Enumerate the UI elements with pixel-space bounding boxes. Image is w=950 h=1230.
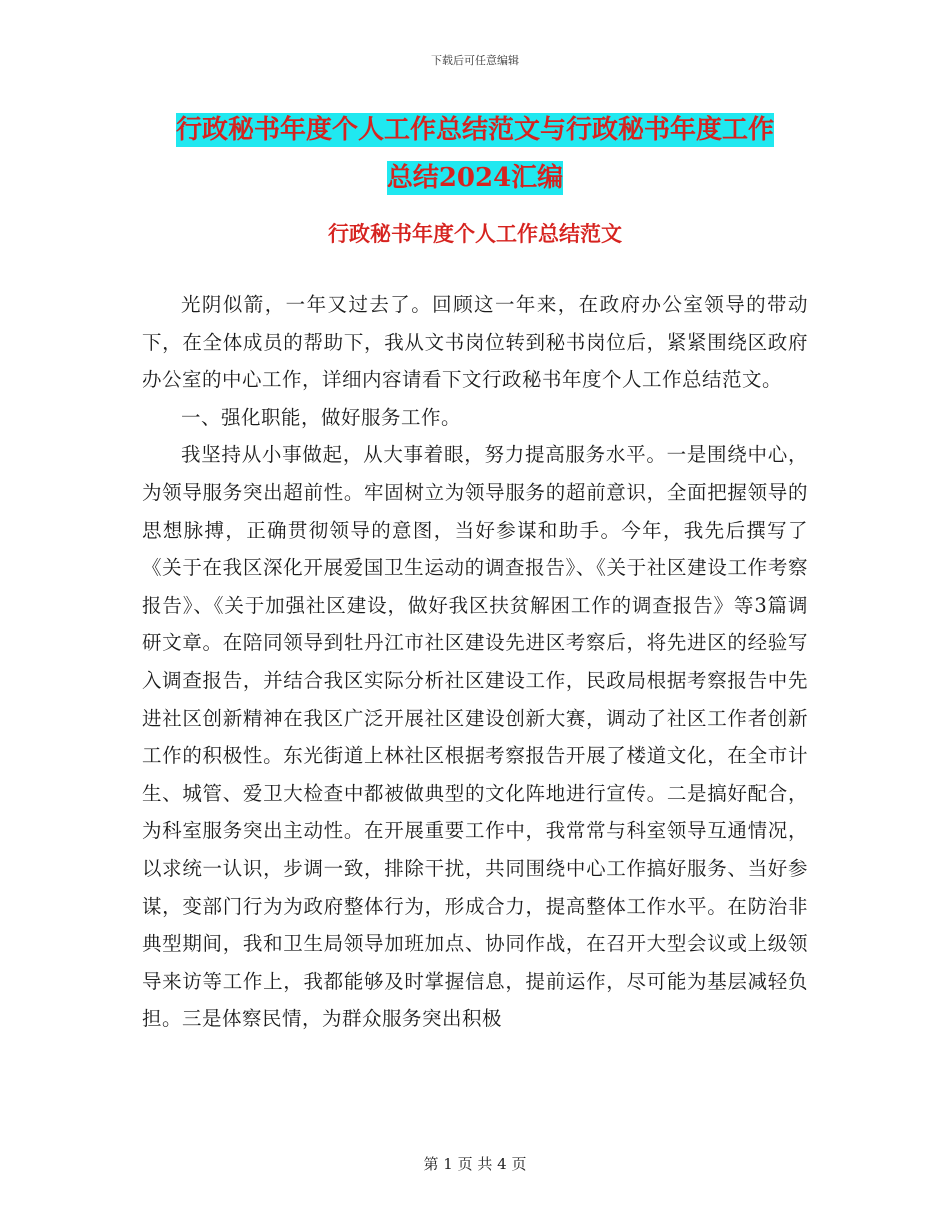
header-note: 下载后可任意编辑 xyxy=(431,54,519,67)
section-title: 行政秘书年度个人工作总结范文 xyxy=(328,221,622,246)
document-title-line-1: 行政秘书年度个人工作总结范文与行政秘书年度工作 xyxy=(175,115,774,145)
document-title xyxy=(150,106,800,202)
paragraph-heading-1: 一、强化职能，做好服务工作。 xyxy=(181,405,462,429)
paragraph-intro: 光阴似箭，一年又过去了。回顾这一年来，在政府办公室领导的带动下，在全体成员的帮助下，我从文书岗位转到秘书岗位后，紧紧围绕区政府办公室的中心工作，详细内容请看下文行政秘书年度个人工作总结范文。 xyxy=(142,293,808,392)
paragraph-service-work: 我坚持从小事做起，从大事着眼，努力提高服务水平。一是围绕中心，为领导服务突出超前性。牢固树立为领导服务的超前意识，全面把握领导的思想脉搏，正确贯彻领导的意图，当好参谋和助手。今年，我先后撰写了《关于在我区深化开展爱国卫生运动的调查报告》、《关于社区建设工作考察报告》、《关于加强社区建设，做好我区扶贫解困工作的调查报告》等3篇调研文章。在陪同领导到牡丹江市社区建设先进区考察后，将先进区的经验写入调查报告，并结合我区实际分析社区建设工作，民政局根据考察报告中先进社区创新精神在我区广泛开展社区建设创新大赛，调动了社区工作者创新工作的积极性。东光街道上林社区根据考察报告开展了楼道文化，在全市计生、城管、爱卫大检查中都被做典型的文化阵地进行宣传。二是搞好配合，为科室服务突出主动性。在开展重要工作中，我常常与科室领导互通情况，以求统一认识，步调一致，排除干扰，共同围绕中心工作搞好服务、当好参谋，变部门行为为政府整体行为，形成合力，提高整体工作水平。在防治非典型期间，我和卫生局领导加班加点、协同作战，在召开大型会议或上级领导来访等工作上，我都能够及时掌握信息，提前运作，尽可能为基层减轻负担。三是体察民情，为群众服务突出积极 xyxy=(142,443,808,1031)
document-title-line-2: 总结2024汇编 xyxy=(386,163,564,193)
page-number: 第 1 页 共 4 页 xyxy=(423,1155,527,1173)
document-body xyxy=(142,286,808,1038)
